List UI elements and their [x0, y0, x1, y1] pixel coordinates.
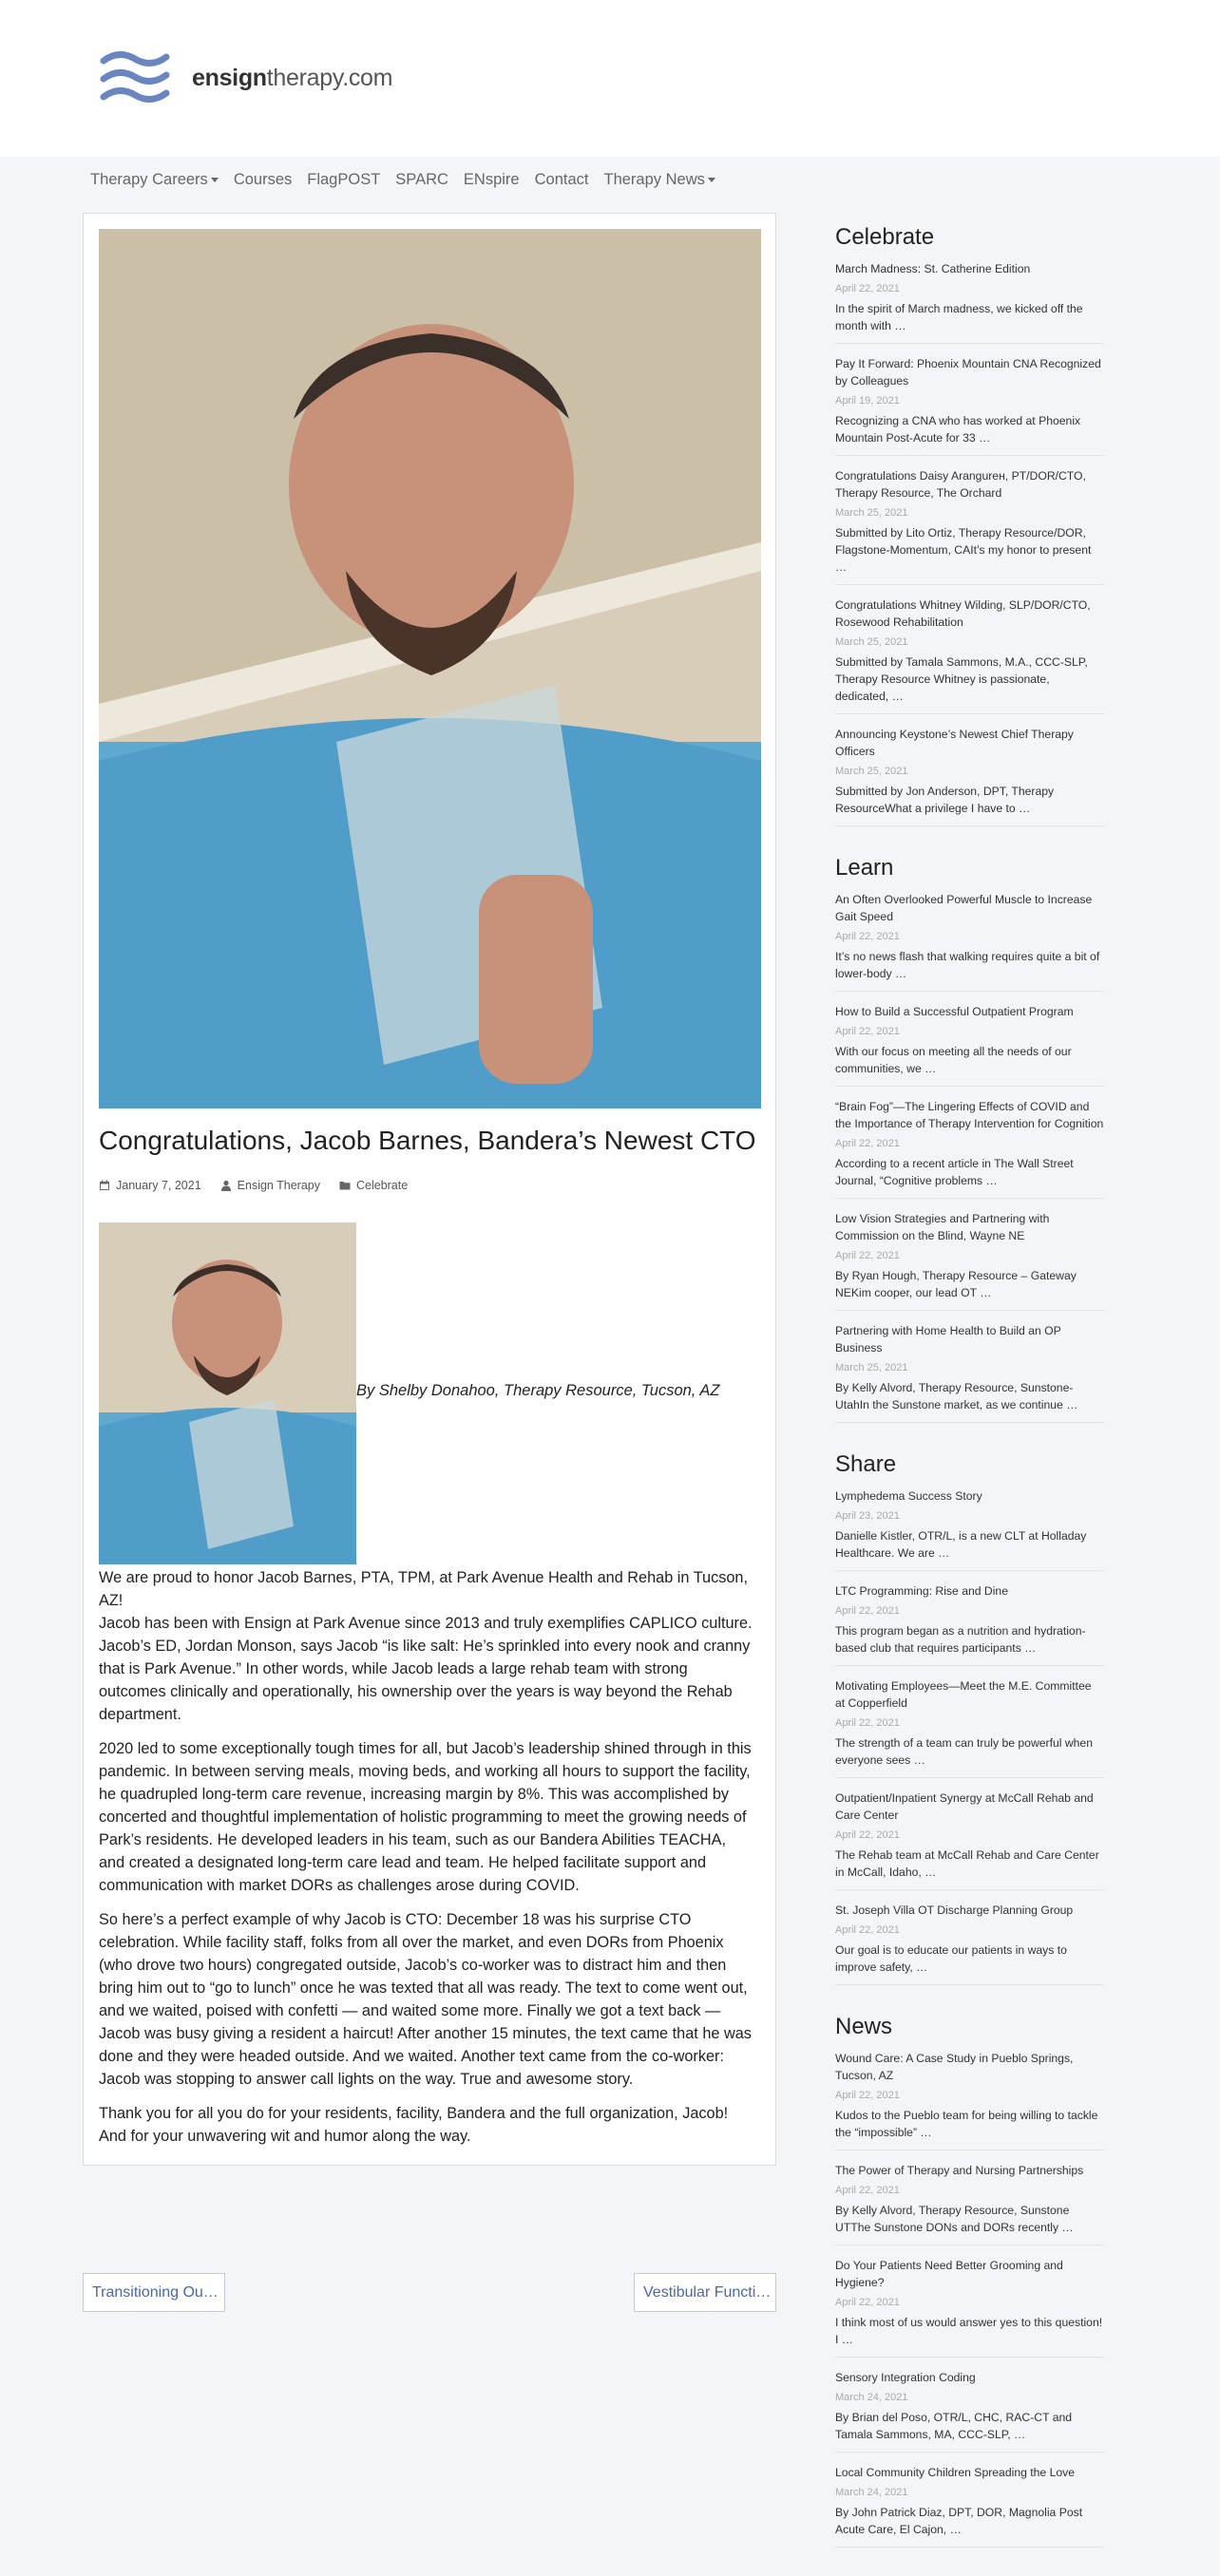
- meta-category: Celebrate: [339, 1179, 408, 1192]
- post-date: April 22, 2021: [835, 1829, 900, 1841]
- next-post-button[interactable]: Vestibular Functi…: [634, 2273, 776, 2312]
- article-paragraph: So here’s a perfect example of why Jacob is CTO: December 18 was his surprise CTO celebration. While facility staff, folks from all over the market, and even DORs from Phoenix (who drove two hours) congregated outside, Jacob’s co-worker was to distract him and then bring him out to “go to lunch” once he was texted that all was ready. The text to come went out, and we waited, poised with confetti — and waited some more. Finally we got a text back — Jacob was busy giving a resident a haircut! After another 15 minutes, the text came that he was done and they were headed outside. And we waited. Another text came from the co-worker: Jacob was stopping to answer call lights on the way. True and awesome story.: [99, 1911, 752, 2088]
- post-date: March 24, 2021: [835, 2392, 908, 2403]
- post-date: March 25, 2021: [835, 766, 908, 777]
- post-excerpt: Recognizing a CNA who has worked at Phoenix Mountain Post-Acute for 33 …: [835, 414, 1081, 445]
- sidebar: [835, 224, 1104, 2576]
- list-item: [835, 2257, 1104, 2358]
- post-excerpt: Submitted by Lito Ortiz, Therapy Resource/DOR, Flagstone-Momentum, CAIt’s my honor to present …: [835, 526, 1092, 574]
- article-body: [99, 1566, 754, 2159]
- post-link[interactable]: An Often Overlooked Powerful Muscle to Increase Gait Speed: [835, 893, 1093, 923]
- site-header: [0, 0, 1220, 157]
- post-link[interactable]: The Power of Therapy and Nursing Partnerships: [835, 2164, 1084, 2177]
- post-date: April 22, 2021: [835, 1026, 900, 1037]
- article-paragraph: Thank you for all you do for your residents, facility, Bandera and the full organization, Jacob! And for your unwavering wit and humor along the way.: [99, 2105, 729, 2145]
- post-date: March 25, 2021: [835, 507, 908, 519]
- post-excerpt: The Rehab team at McCall Rehab and Care Center in McCall, Idaho, …: [835, 1848, 1099, 1879]
- list-item: [835, 467, 1104, 585]
- article-paragraph: Jacob has been with Ensign at Park Avenue since 2013 and truly exemplifies CAPLICO culture. Jacob’s ED, Jordan Monson, says Jacob “is like salt: He’s sprinkled into every nook and cranny that is Park Avenue.” In other words, while Jacob leads a large rehab team with strong outcomes clinically and operationally, his ownership over the years is way beyond the Rehab department.: [99, 1615, 753, 1723]
- list-item: [835, 2162, 1104, 2245]
- list-item: [835, 1003, 1104, 1087]
- post-excerpt: By John Patrick Diaz, DPT, DOR, Magnolia Post Acute Care, El Cajon, …: [835, 2506, 1083, 2536]
- folder-icon: [339, 1180, 351, 1191]
- list-item: [835, 726, 1104, 826]
- post-excerpt: This program began as a nutrition and hydration-based club that requires participants …: [835, 1624, 1086, 1655]
- sidebar-section-learn: [835, 855, 1104, 1423]
- article-card: [83, 213, 776, 2166]
- post-excerpt: The strength of a team can truly be powerful when everyone sees …: [835, 1736, 1093, 1767]
- post-date: April 22, 2021: [835, 283, 900, 294]
- post-date: March 24, 2021: [835, 2487, 908, 2498]
- list-item: [835, 1487, 1104, 1571]
- post-date: April 19, 2021: [835, 395, 900, 407]
- list-item: [835, 1322, 1104, 1423]
- post-link[interactable]: LTC Programming: Rise and Dine: [835, 1584, 1008, 1598]
- list-item: [835, 1098, 1104, 1199]
- post-date: April 22, 2021: [835, 2185, 900, 2196]
- post-date: April 22, 2021: [835, 1138, 900, 1149]
- post-link[interactable]: Wound Care: A Case Study in Pueblo Springs, Tucson, AZ: [835, 2052, 1074, 2082]
- post-link[interactable]: Outpatient/Inpatient Synergy at McCall Rehab and Care Center: [835, 1791, 1094, 1822]
- post-link[interactable]: Pay It Forward: Phoenix Mountain CNA Recognized by Colleagues: [835, 357, 1101, 388]
- article-meta: [99, 1179, 408, 1192]
- post-excerpt: Danielle Kistler, OTR/L, is a new CLT at Holladay Healthcare. We are …: [835, 1529, 1087, 1560]
- meta-date: January 7, 2021: [99, 1179, 201, 1192]
- post-excerpt: By Ryan Hough, Therapy Resource – Gateway NEKim cooper, our lead OT …: [835, 1269, 1077, 1299]
- sidebar-section-celebrate: [835, 224, 1104, 826]
- post-link[interactable]: Congratulations Whitney Wilding, SLP/DOR/CTO, Rosewood Rehabilitation: [835, 598, 1091, 629]
- nav-therapy-news[interactable]: Therapy News: [603, 171, 715, 194]
- user-icon: [220, 1180, 232, 1191]
- post-excerpt: Kudos to the Pueblo team for being willing to tackle the “impossible” …: [835, 2109, 1098, 2139]
- post-excerpt: With our focus on meeting all the needs of our communities, we …: [835, 1045, 1072, 1075]
- article-title: Congratulations, Jacob Barnes, Bandera’s Newest CTO: [99, 1126, 756, 1155]
- post-link[interactable]: Lymphedema Success Story: [835, 1489, 982, 1503]
- brand-name[interactable]: ensigntherapy.com: [192, 65, 393, 91]
- post-date: April 22, 2021: [835, 2090, 900, 2101]
- hero-photo: [99, 229, 761, 1108]
- post-link[interactable]: Do Your Patients Need Better Grooming and Hygiene?: [835, 2259, 1063, 2289]
- post-date: April 22, 2021: [835, 931, 900, 942]
- nav-therapy-careers[interactable]: Therapy Careers: [90, 171, 219, 194]
- post-excerpt: By Kelly Alvord, Therapy Resource, Sunstone UTThe Sunstone DONs and DORs recently …: [835, 2204, 1074, 2234]
- post-excerpt: Our goal is to educate our patients in ways to improve safety, …: [835, 1943, 1067, 1974]
- post-date: April 22, 2021: [835, 1924, 900, 1936]
- sidebar-section-share: [835, 1451, 1104, 1985]
- post-excerpt: I think most of us would answer yes to this question! I …: [835, 2316, 1103, 2346]
- post-excerpt: Submitted by Jon Anderson, DPT, Therapy ResourceWhat a privilege I have to …: [835, 785, 1055, 815]
- list-item: [835, 891, 1104, 992]
- calendar-icon: [99, 1180, 110, 1191]
- article-inline-photo: [99, 1222, 356, 1564]
- post-excerpt: It’s no news flash that walking requires quite a bit of lower-body …: [835, 950, 1100, 980]
- post-link[interactable]: St. Joseph Villa OT Discharge Planning Group: [835, 1904, 1074, 1917]
- post-date: April 22, 2021: [835, 1717, 900, 1729]
- post-date: April 22, 2021: [835, 1250, 900, 1261]
- meta-author: Ensign Therapy: [220, 1179, 320, 1192]
- post-excerpt: According to a recent article in The Wall Street Journal, “Cognitive problems …: [835, 1157, 1074, 1187]
- list-item: [835, 1210, 1104, 1311]
- list-item: [835, 1790, 1104, 1890]
- post-date: April 23, 2021: [835, 1510, 900, 1522]
- section-heading: News: [835, 2014, 893, 2039]
- list-item: [835, 355, 1104, 456]
- list-item: [835, 1582, 1104, 1666]
- post-excerpt: Submitted by Tamala Sammons, M.A., CCC-SLP, Therapy Resource Whitney is passionate, dedicated, …: [835, 655, 1088, 703]
- list-item: [835, 2050, 1104, 2150]
- list-item: [835, 260, 1104, 344]
- post-link[interactable]: How to Build a Successful Outpatient Program: [835, 1005, 1074, 1018]
- list-item: [835, 597, 1104, 714]
- article-byline: By Shelby Donahoo, Therapy Resource, Tucson, AZ: [356, 1382, 720, 1399]
- post-link[interactable]: Local Community Children Spreading the Love: [835, 2466, 1076, 2479]
- post-date: April 22, 2021: [835, 1605, 900, 1617]
- list-item: [835, 2369, 1104, 2453]
- post-excerpt: By Kelly Alvord, Therapy Resource, Sunstone-UtahIn the Sunstone market, as we continue …: [835, 1381, 1078, 1411]
- post-link[interactable]: Announcing Keystone’s Newest Chief Therapy Officers: [835, 728, 1074, 758]
- post-link[interactable]: Sensory Integration Coding: [835, 2371, 976, 2384]
- post-link[interactable]: Low Vision Strategies and Partnering with Commission on the Blind, Wayne NE: [835, 1212, 1050, 1242]
- ensign-waves-logo-icon[interactable]: [100, 47, 171, 109]
- post-link[interactable]: Partnering with Home Health to Build an OP Business: [835, 1324, 1061, 1354]
- list-item: [835, 1902, 1104, 1985]
- chevron-down-icon: [211, 178, 219, 182]
- post-date: March 25, 2021: [835, 1362, 908, 1373]
- previous-post-button[interactable]: Transitioning Ou…: [83, 2273, 225, 2312]
- list-item: [835, 1677, 1104, 1778]
- chevron-down-icon: [708, 178, 715, 182]
- post-date: March 25, 2021: [835, 636, 908, 648]
- post-link[interactable]: March Madness: St. Catherine Edition: [835, 262, 1031, 275]
- post-link[interactable]: Congratulations Daisy Arangurен, PT/DOR/CTO, Therapy Resource, The Orchard: [835, 469, 1086, 500]
- section-heading: Share: [835, 1451, 897, 1477]
- post-excerpt: By Brian del Poso, OTR/L, CHC, RAC-CT and Tamala Sammons, MA, CCC-SLP, …: [835, 2411, 1073, 2441]
- post-link[interactable]: Motivating Employees—Meet the M.E. Committee at Copperfield: [835, 1679, 1092, 1710]
- article-paragraph: 2020 led to some exceptionally tough times for all, but Jacob’s leadership shined through in this pandemic. In between serving meals, moving beds, and working all hours to support the facility, he quadrupled long-term care revenue, increasing margin by 8%. This was accomplished by concerted and thoughtful implementation of holistic programming to meet the growing needs of Park’s residents. He developed leaders in his team, such as our Bandera Abilities TEACHA, and created a designated long-term care lead and team. He helped facilitate support and communication with market DORs as challenges arose during COVID.: [99, 1740, 752, 1894]
- nav-contact[interactable]: Contact: [534, 171, 589, 188]
- nav-flagpost[interactable]: FlagPOST: [307, 171, 381, 188]
- nav-sparc[interactable]: SPARC: [395, 171, 448, 188]
- nav-courses[interactable]: Courses: [233, 171, 293, 188]
- nav-enspire[interactable]: ENspire: [463, 171, 520, 188]
- post-excerpt: In the spirit of March madness, we kicked off the month with …: [835, 302, 1083, 332]
- article-paragraph: We are proud to honor Jacob Barnes, PTA, TPM, at Park Avenue Health and Rehab in Tucson, AZ!: [99, 1569, 748, 1609]
- main-nav: [90, 171, 715, 194]
- section-heading: Celebrate: [835, 224, 935, 250]
- post-link[interactable]: “Brain Fog”—The Lingering Effects of COVID and the Importance of Therapy Intervention for Cognition: [835, 1100, 1104, 1130]
- post-date: April 22, 2021: [835, 2297, 900, 2308]
- section-heading: Learn: [835, 855, 894, 881]
- sidebar-section-news: [835, 2014, 1104, 2548]
- list-item: [835, 2464, 1104, 2548]
